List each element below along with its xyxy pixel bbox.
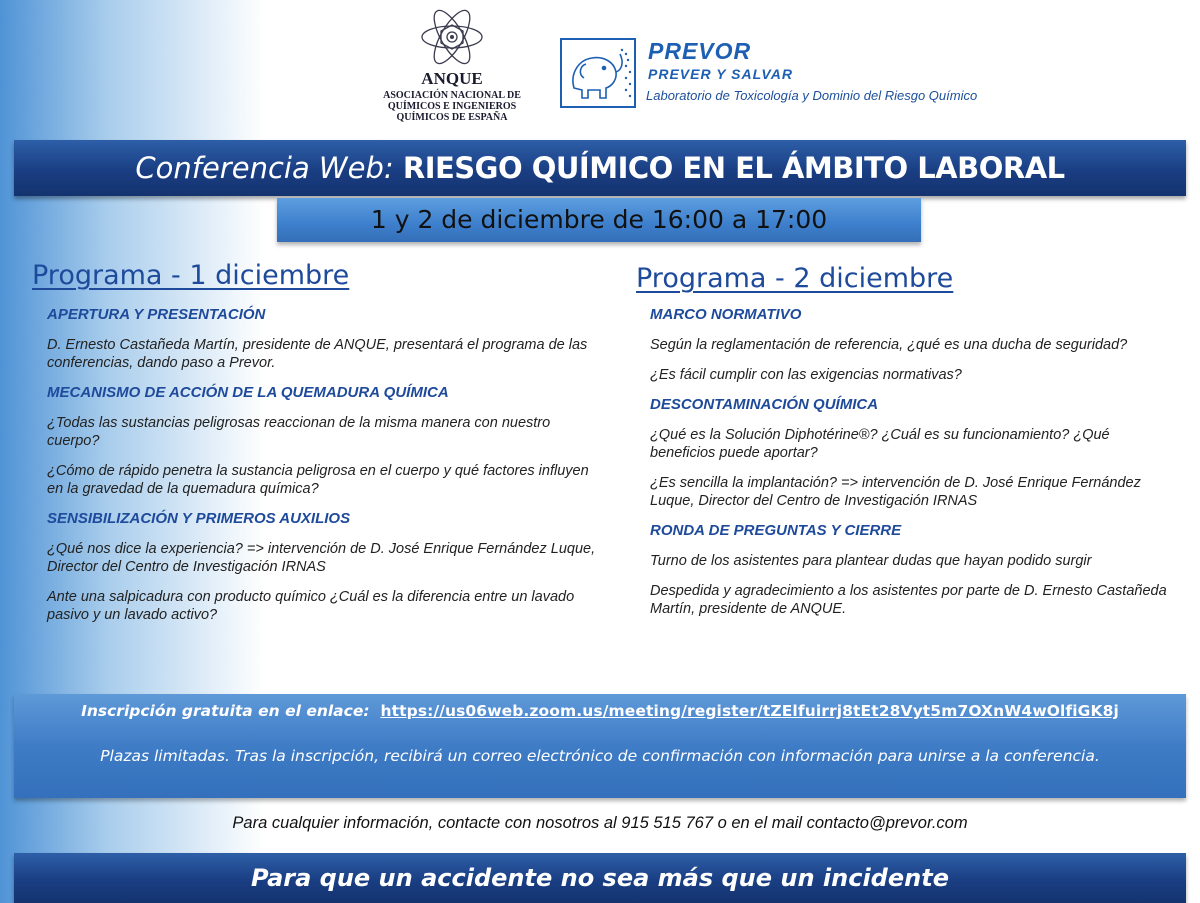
prevor-slogan: PREVER Y SALVAR xyxy=(648,66,793,82)
inscription-box xyxy=(14,694,1186,798)
program-item: ¿Qué es la Solución Diphotérine®? ¿Cuál es su funcionamiento? ¿Qué beneficios puede aportar? xyxy=(650,427,1110,461)
anque-logo xyxy=(372,6,532,130)
section-title: RONDA DE PREGUNTAS Y CIERRE xyxy=(650,522,902,539)
program-item: ¿Cómo de rápido penetra la sustancia peligrosa en el cuerpo y qué factores influyen en la gravedad de la quemadura química? xyxy=(47,463,589,497)
contact-info: Para cualquier información, contacte con nosotros al 915 515 767 o en el mail contacto@prevor.com xyxy=(232,814,968,832)
program-item: ¿Es sencilla la implantación? => intervención de D. José Enrique Fernández Luque, Director del Centro de Investigación IRNAS xyxy=(650,475,1141,509)
elephant-icon xyxy=(560,38,636,108)
program-item: Ante una salpicadura con producto químico ¿Cuál es la diferencia entre un lavado pasivo y un lavado activo? xyxy=(47,589,575,623)
program-1-column xyxy=(47,306,597,624)
prevor-lab-name: Laboratorio de Toxicología y Dominio del Riesgo Químico xyxy=(646,88,978,103)
limited-places-text: Plazas limitadas. Tras la inscripción, recibirá un correo electrónico de confirmación con información para unirse a la conferencia. xyxy=(100,747,1100,765)
anque-abbr: ANQUE xyxy=(421,69,483,88)
inscription-label: Inscripción gratuita en el enlace: xyxy=(81,702,370,720)
program-2-column xyxy=(650,306,1170,618)
section-title: DESCONTAMINACIÓN QUÍMICA xyxy=(650,396,879,413)
page-title: RIESGO QUÍMICO EN EL ÁMBITO LABORAL xyxy=(402,151,1065,185)
section-title: SENSIBILIZACIÓN Y PRIMEROS AUXILIOS xyxy=(47,510,351,527)
program-item: ¿Es fácil cumplir con las exigencias normativas? xyxy=(650,367,962,383)
footer-slogan: Para que un accidente no sea más que un incidente xyxy=(251,864,949,892)
section-title: MARCO NORMATIVO xyxy=(650,306,802,323)
prevor-logo xyxy=(560,38,980,118)
program-2-heading: Programa - 2 diciembre xyxy=(636,263,954,294)
section-title: APERTURA Y PRESENTACIÓN xyxy=(47,306,266,323)
section-title: MECANISMO DE ACCIÓN DE LA QUEMADURA QUÍMICA xyxy=(47,384,449,401)
atom-icon xyxy=(419,6,485,68)
date-banner xyxy=(277,198,921,242)
anque-full-name: ASOCIACIÓN NACIONAL DE QUÍMICOS E INGENIEROS QUÍMICOS DE ESPAÑA xyxy=(383,90,521,123)
prevor-brand: PREVOR xyxy=(648,38,752,64)
event-date: 1 y 2 de diciembre de 16:00 a 17:00 xyxy=(370,205,828,234)
program-item: Despedida y agradecimiento a los asistentes por parte de D. Ernesto Castañeda Martín, presidente de ANQUE. xyxy=(650,583,1167,617)
program-item: ¿Todas las sustancias peligrosas reaccionan de la misma manera con nuestro cuerpo? xyxy=(47,415,551,449)
program-item: D. Ernesto Castañeda Martín, presidente de ANQUE, presentará el programa de las conferencias, dando paso a Prevor. xyxy=(47,337,588,371)
footer-banner xyxy=(14,853,1186,903)
program-item: Turno de los asistentes para plantear dudas que hayan podido surgir xyxy=(650,553,1092,569)
program-item: ¿Qué nos dice la experiencia? => intervención de D. José Enrique Fernández Luque, Director del Centro de Investigación IRNAS xyxy=(47,541,596,575)
program-item: Según la reglamentación de referencia, ¿qué es una ducha de seguridad? xyxy=(650,337,1128,353)
title-prefix: Conferencia Web: xyxy=(135,151,394,185)
program-1-heading: Programa - 1 diciembre xyxy=(32,260,350,291)
title-banner xyxy=(14,140,1186,196)
registration-link[interactable]: https://us06web.zoom.us/meeting/register/tZElfuirrj8tEt28Vyt5m7OXnW4wOlfiGK8j xyxy=(380,702,1119,720)
